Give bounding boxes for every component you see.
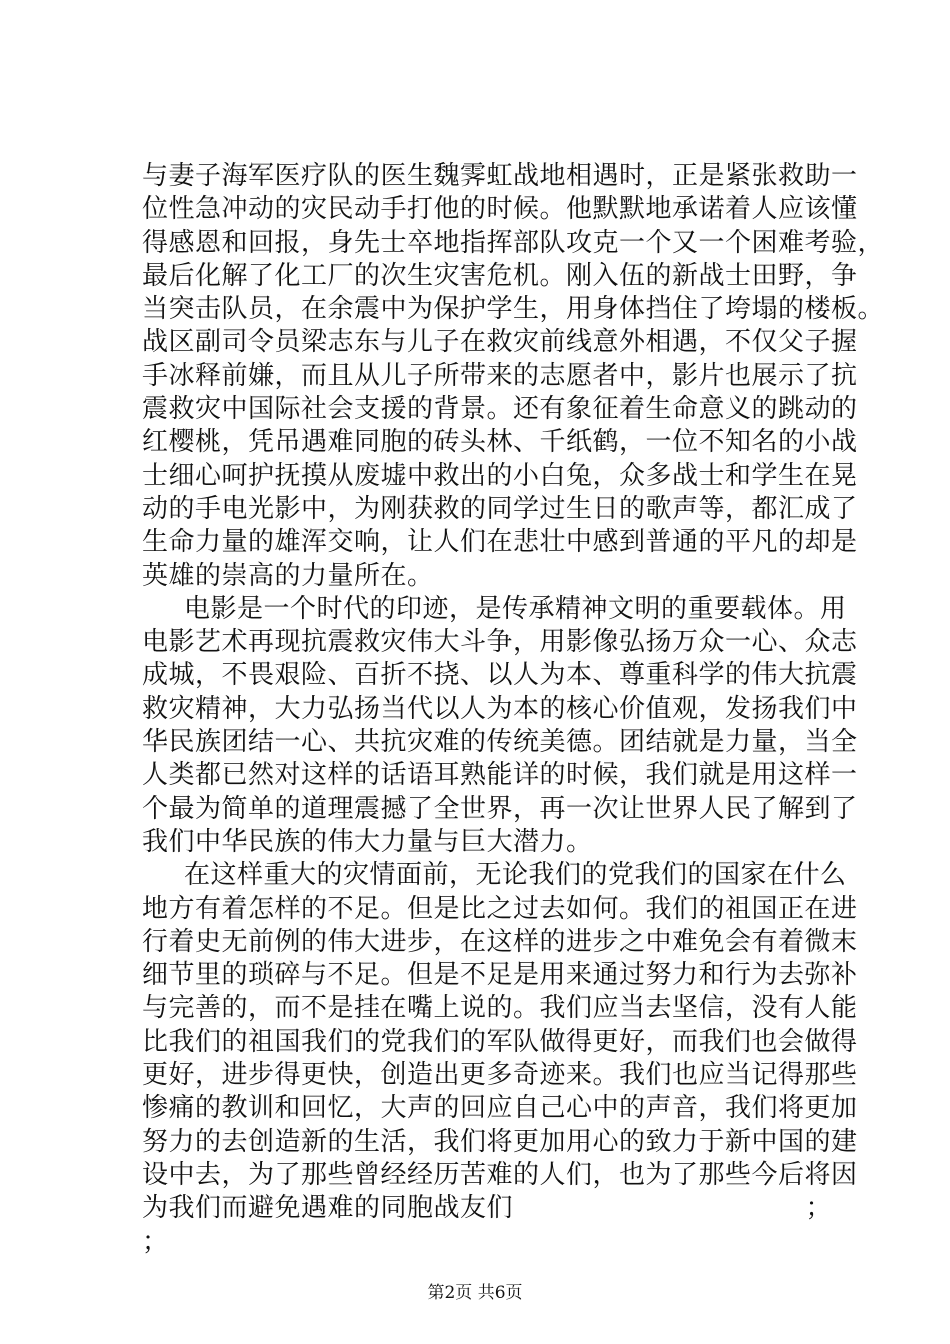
text-line-with-mark <box>142 1192 832 1225</box>
text-line: 细节里的琐碎与不足。但是不足是用来通过努力和行为去弥补 <box>142 960 858 991</box>
body-text <box>142 160 885 1259</box>
text-line-content: 为我们而避免遇难的同胞战友们 <box>142 1193 514 1224</box>
text-line: 手冰释前嫌，而且从儿子所带来的志愿者中，影片也展示了抗 <box>142 360 858 391</box>
text-line: 位性急冲动的灾民动手打他的时候。他默默地承诺着人应该懂 <box>142 194 858 225</box>
text-line: 惨痛的教训和回忆，大声的回应自己心中的声音，我们将更加 <box>142 1093 858 1124</box>
text-line: 红樱桃，凭吊遇难同胞的砖头林、千纸鹤，一位不知名的小战 <box>142 427 858 458</box>
text-line: 最后化解了化工厂的次生灾害危机。刚入伍的新战士田野，争 <box>142 260 858 291</box>
line-end-mark: ； <box>805 1193 832 1224</box>
text-line: ； <box>142 1226 169 1257</box>
text-line: 比我们的祖国我们的党我们的军队做得更好，而我们也会做得 <box>142 1026 858 1057</box>
text-line: 士细心呵护抚摸从废墟中救出的小白兔，众多战士和学生在晃 <box>142 460 858 491</box>
text-line: 我们中华民族的伟大力量与巨大潜力。 <box>142 826 593 857</box>
paragraph-first-line: 在这样重大的灾情面前，无论我们的党我们的国家在什么 <box>184 860 847 891</box>
text-line: 设中去，为了那些曾经经历苦难的人们，也为了那些今后将因 <box>142 1159 858 1190</box>
text-line: 震救灾中国际社会支援的背景。还有象征着生命意义的跳动的 <box>142 394 858 425</box>
text-line: 行着史无前例的伟大进步，在这样的进步之中难免会有着微末 <box>142 926 858 957</box>
text-line: 地方有着怎样的不足。但是比之过去如何。我们的祖国正在进 <box>142 893 858 924</box>
text-line: 战区副司令员梁志东与儿子在救灾前线意外相遇，不仅父子握 <box>142 327 858 358</box>
text-line: 救灾精神，大力弘扬当代以人为本的核心价值观，发扬我们中 <box>142 693 858 724</box>
text-line: 动的手电光影中，为刚获救的同学过生日的歌声等，都汇成了 <box>142 493 858 524</box>
text-line: 华民族团结一心、共抗灾难的传统美德。团结就是力量，当全 <box>142 727 858 758</box>
page-footer: 第2页 共6页 <box>427 1283 523 1303</box>
text-line: 个最为简单的道理震撼了全世界，再一次让世界人民了解到了 <box>142 793 858 824</box>
text-line: 得感恩和回报，身先士卒地指挥部队攻克一个又一个困难考验， <box>142 227 885 258</box>
text-line: 电影艺术再现抗震救灾伟大斗争，用影像弘扬万众一心、众志 <box>142 627 858 658</box>
text-line: 当突击队员，在余震中为保护学生，用身体挡住了垮塌的楼板。 <box>142 294 885 325</box>
text-line: 人类都已然对这样的话语耳熟能详的时候，我们就是用这样一 <box>142 760 858 791</box>
text-line: 成城，不畏艰险、百折不挠、以人为本、尊重科学的伟大抗震 <box>142 660 858 691</box>
text-line: 生命力量的雄浑交响，让人们在悲壮中感到普通的平凡的却是 <box>142 527 858 558</box>
text-line: 更好，进步得更快，创造出更多奇迹来。我们也应当记得那些 <box>142 1060 858 1091</box>
text-line: 与完善的，而不是挂在嘴上说的。我们应当去坚信，没有人能 <box>142 993 858 1024</box>
paragraph-first-line: 电影是一个时代的印迹，是传承精神文明的重要载体。用 <box>184 593 847 624</box>
text-line: 英雄的崇高的力量所在。 <box>142 560 434 591</box>
text-line: 努力的去创造新的生活，我们将更加用心的致力于新中国的建 <box>142 1126 858 1157</box>
text-line: 与妻子海军医疗队的医生魏霁虹战地相遇时，正是紧张救助一 <box>142 161 858 191</box>
